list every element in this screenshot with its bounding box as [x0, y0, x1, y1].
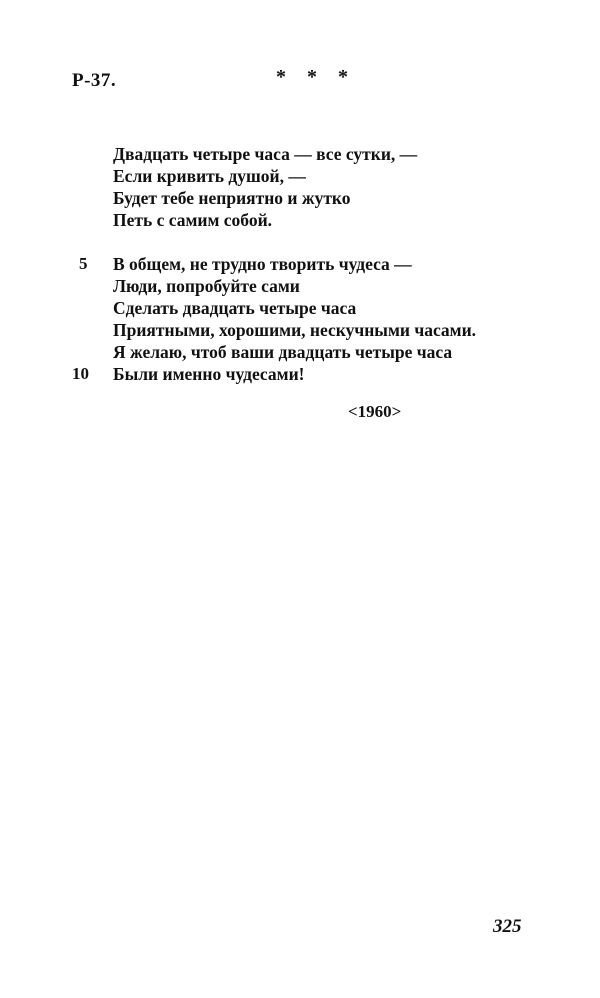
stanza-1	[113, 143, 417, 231]
poem-line-5	[79, 253, 476, 275]
poem-line: Двадцать четыре часа — все сутки, —	[113, 144, 418, 164]
line-number-5: 5	[79, 254, 88, 273]
line-number-10: 10	[72, 364, 89, 383]
poem-line: Петь с самим собой.	[113, 210, 273, 230]
poem-line: Люди, попробуйте сами	[113, 276, 300, 296]
stanza-2	[72, 253, 477, 385]
poem-line: Будет тебе неприятно и жутко	[113, 188, 351, 208]
poem-date: <1960>	[348, 402, 402, 421]
poem-line: Я желаю, чтоб ваши двадцать четыре часа	[113, 342, 453, 362]
section-asterisks: * * *	[276, 66, 356, 88]
poem-line: Если кривить душой, —	[113, 166, 306, 186]
poem-id: Р-37.	[72, 70, 117, 91]
poem-line-10	[72, 363, 476, 385]
page-number: 325	[493, 916, 522, 937]
poem-line: Приятными, хорошими, нескучными часами.	[113, 320, 477, 340]
poem-line-text: Были именно чудесами!	[113, 364, 305, 384]
poem-line-text: В общем, не трудно творить чудеса —	[113, 254, 412, 274]
poem-line: Сделать двадцать четыре часа	[113, 298, 357, 318]
